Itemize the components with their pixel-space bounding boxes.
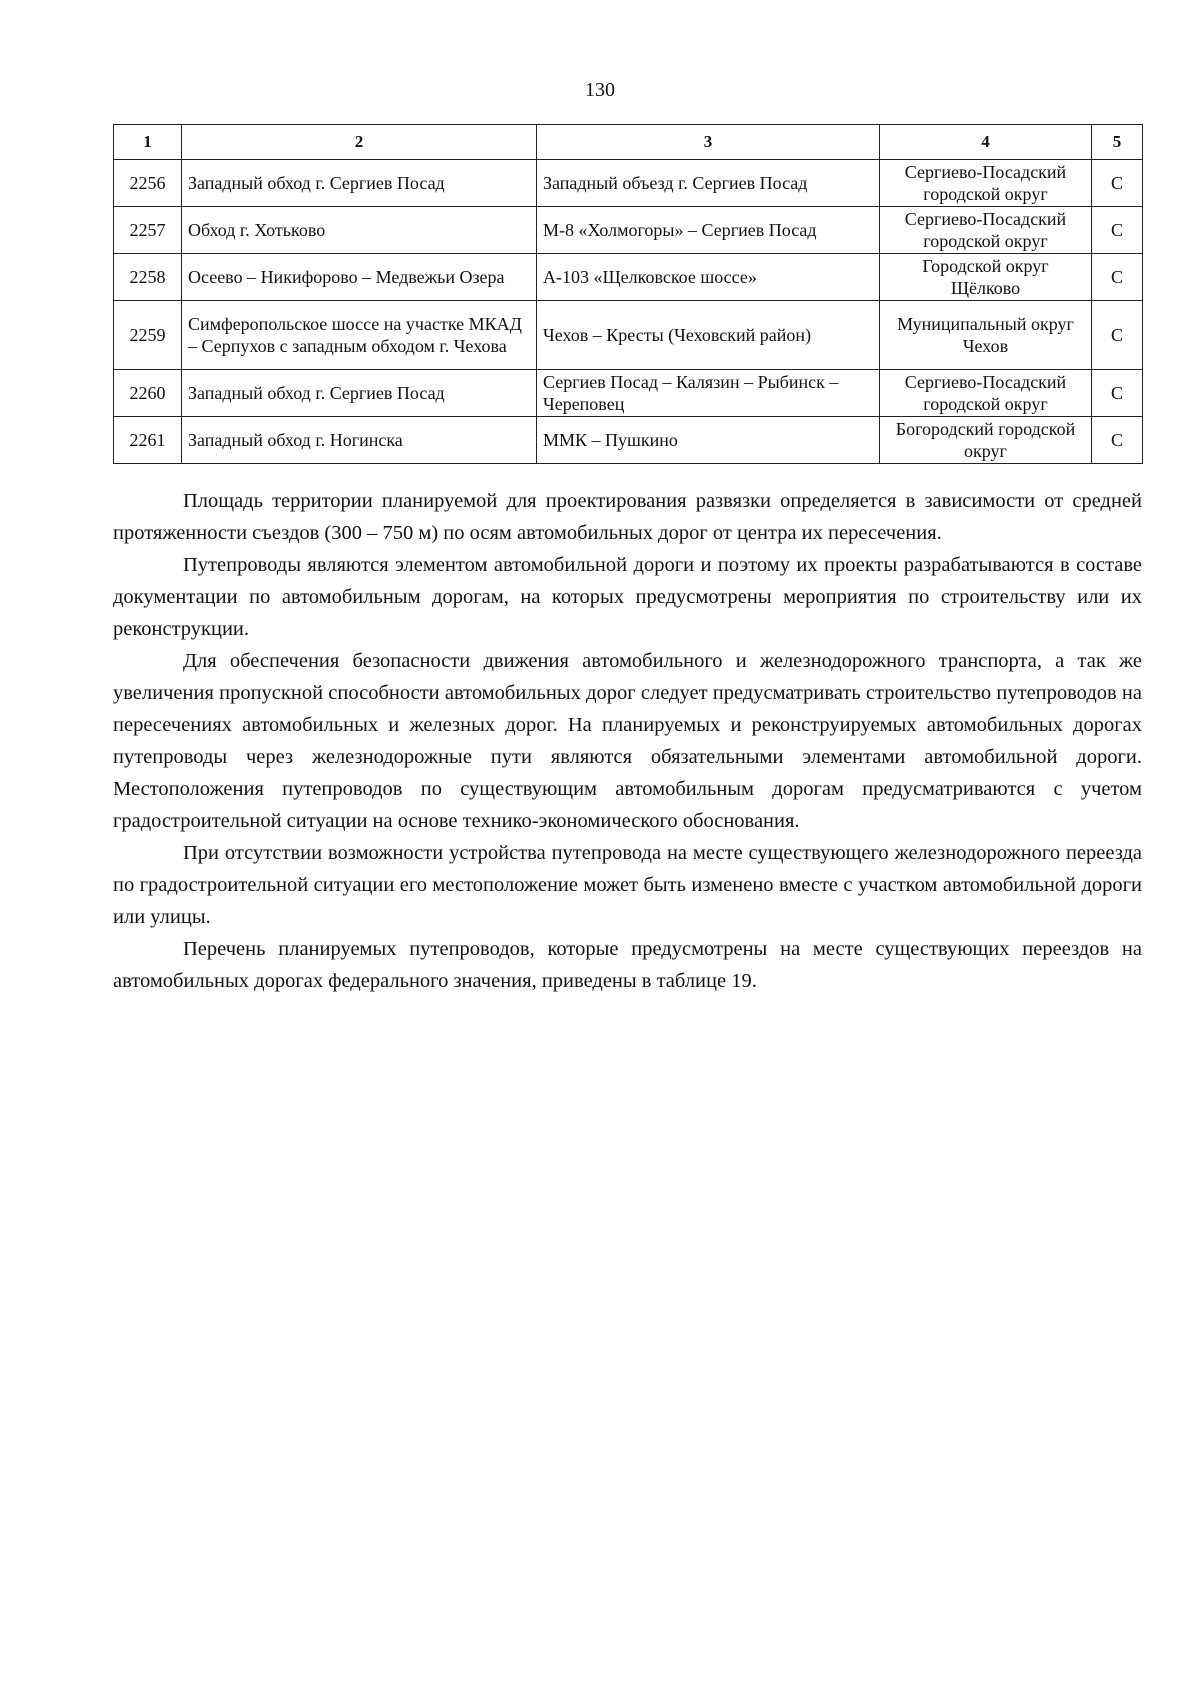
row-number: 2260 <box>114 370 182 417</box>
table-row <box>114 301 1143 370</box>
paragraph: Перечень планируемых путепроводов, которые предусмотрены на месте существующих переездов на автомобильных дорогах федерального значения, приведены в таблице 19. <box>113 938 1142 992</box>
road-direction: ММК – Пушкино <box>537 417 880 464</box>
paragraph: Площадь территории планируемой для проектирования развязки определяется в зависимости от средней протяженности съездов (300 – 750 м) по осям автомобильных дорог от центра их пересечения. <box>113 490 1142 544</box>
row-number: 2258 <box>114 254 182 301</box>
paragraph: Для обеспечения безопасности движения автомобильного и железнодорожного транспорта, а так же увеличения пропускной способности автомобильных дорог следует предусматривать строительство путепроводов на пересечениях автомобильных и железных дорог. На планируемых и реконструируемых автомобильных дорогах путепроводы через железнодорожные пути являются обязательными элементами автомобильной дороги. Местоположения путепроводов по существующим автомобильным дорогам предусматриваются с учетом градостроительной ситуации на основе технико-экономического обоснования. <box>113 650 1142 832</box>
table-row <box>114 417 1143 464</box>
table-row <box>114 160 1143 207</box>
road-direction: Западный объезд г. Сергиев Посад <box>537 160 880 207</box>
row-number: 2256 <box>114 160 182 207</box>
table-header-cell: 1 <box>114 125 182 160</box>
table-header-cell: 5 <box>1092 125 1143 160</box>
table-header-row <box>114 125 1143 160</box>
category: С <box>1092 254 1143 301</box>
page-number: 130 <box>585 79 615 101</box>
category: С <box>1092 301 1143 370</box>
road-direction: Сергиев Посад – Калязин – Рыбинск – Череповец <box>537 370 880 417</box>
table-header-cell: 4 <box>880 125 1092 160</box>
roads-table <box>113 124 1143 464</box>
district: Сергиево-Посадский городской округ <box>880 370 1092 417</box>
road-direction: Чехов – Кресты (Чеховский район) <box>537 301 880 370</box>
table-header-cell: 2 <box>182 125 537 160</box>
road-name: Обход г. Хотьково <box>182 207 537 254</box>
paragraph: При отсутствии возможности устройства путепровода на месте существующего железнодорожного переезда по градостроительной ситуации его местоположение может быть изменено вместе с участком автомобильной дороги или улицы. <box>113 842 1142 928</box>
road-name: Западный обход г. Сергиев Посад <box>182 160 537 207</box>
category: С <box>1092 160 1143 207</box>
table-row <box>114 207 1143 254</box>
category: С <box>1092 417 1143 464</box>
road-direction: М-8 «Холмогоры» – Сергиев Посад <box>537 207 880 254</box>
district: Городской округ Щёлково <box>880 254 1092 301</box>
row-number: 2259 <box>114 301 182 370</box>
road-direction: А-103 «Щелковское шоссе» <box>537 254 880 301</box>
table-row <box>114 370 1143 417</box>
road-name: Симферопольское шоссе на участке МКАД – Серпухов с западным обходом г. Чехова <box>182 301 537 370</box>
district: Богородский городской округ <box>880 417 1092 464</box>
table-header-cell: 3 <box>537 125 880 160</box>
category: С <box>1092 207 1143 254</box>
road-name: Осеево – Никифорово – Медвежьи Озера <box>182 254 537 301</box>
district: Сергиево-Посадский городской округ <box>880 207 1092 254</box>
paragraph: Путепроводы являются элементом автомобильной дороги и поэтому их проекты разрабатываются в составе документации по автомобильным дорогам, на которых предусмотрены мероприятия по строительству или их реконструкции. <box>113 554 1142 640</box>
district: Сергиево-Посадский городской округ <box>880 160 1092 207</box>
road-name: Западный обход г. Ногинска <box>182 417 537 464</box>
table-row <box>114 254 1143 301</box>
district: Муниципальный округ Чехов <box>880 301 1092 370</box>
road-name: Западный обход г. Сергиев Посад <box>182 370 537 417</box>
body-text <box>113 485 1142 997</box>
category: С <box>1092 370 1143 417</box>
row-number: 2257 <box>114 207 182 254</box>
row-number: 2261 <box>114 417 182 464</box>
